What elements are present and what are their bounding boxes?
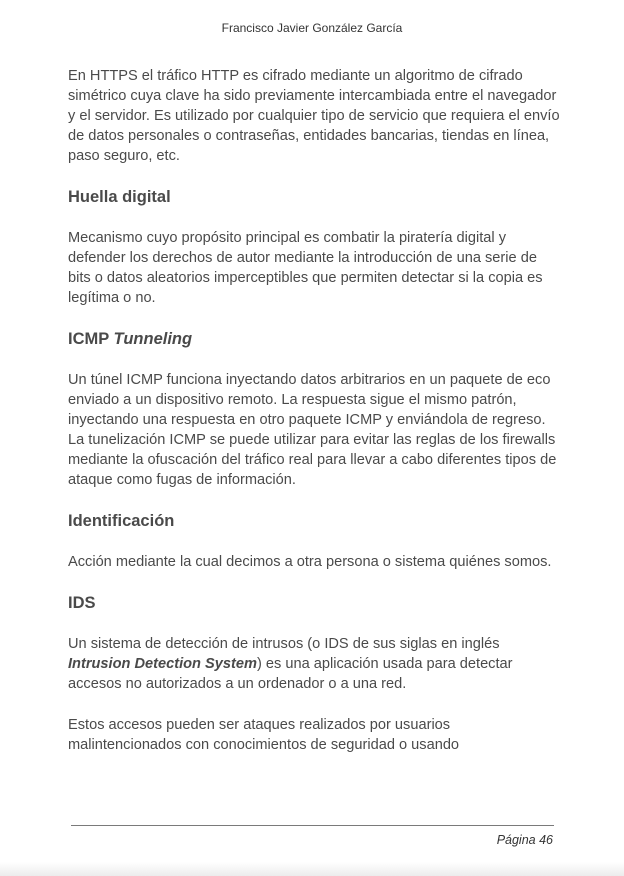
section-heading-icmp-tunneling [68, 329, 560, 349]
section-heading-identificacion: Identificación [68, 512, 175, 530]
intro-paragraph: En HTTPS el tráfico HTTP es cifrado mediante un algoritmo de cifrado simétrico cuya clave ha sido previamente intercambiada entre el navegador y el servidor. Es utilizado por cualquier tipo de servicio que requiera el envío de datos personales o contraseñas, entidades bancarias, tiendas en línea, paso seguro, etc. [68, 68, 560, 164]
section-heading-huella-digital: Huella digital [68, 188, 171, 206]
footer-divider [71, 825, 554, 826]
emphasized-term: Intrusion Detection System [68, 656, 257, 672]
section-paragraph-icmp-tunneling: Un túnel ICMP funciona inyectando datos arbitrarios en un paquete de eco enviado a un dispositivo remoto. La respuesta sigue el mismo patrón, inyectando una respuesta en otro paquete ICMP y enviándola de regreso. La tunelización ICMP se puede utilizar para evitar las reglas de los firewalls mediante la ofuscación del tráfico real para llevar a cabo diferentes tipos de ataque como fugas de información. [68, 372, 557, 488]
page-bottom-shadow [0, 862, 624, 876]
page-number: Página 46 [496, 833, 553, 847]
section-paragraph-identificacion: Acción mediante la cual decimos a otra persona o sistema quiénes somos. [68, 554, 552, 570]
paragraph-text: ) es una aplicación usada para detectar accesos no autorizados a un ordenador o a una red. [68, 656, 513, 692]
heading-italic-text: Tunneling [113, 330, 193, 348]
section-paragraph-ids-continued: Estos accesos pueden ser ataques realizados por usuarios malintencionados con conocimientos de seguridad o usando [68, 717, 460, 753]
page-header-author: Francisco Javier González García [221, 21, 403, 35]
section-paragraph-huella-digital: Mecanismo cuyo propósito principal es combatir la piratería digital y defender los derechos de autor mediante la introducción de una serie de bits o datos aleatorios imperceptibles que permiten detectar si la copia es legítima o no. [68, 230, 543, 306]
heading-text: ICMP [68, 330, 114, 348]
paragraph-text: Un sistema de detección de intrusos (o IDS de sus siglas en inglés [68, 636, 500, 652]
section-paragraph-ids [68, 634, 560, 694]
page-content [68, 66, 560, 755]
section-heading-ids: IDS [68, 594, 96, 612]
